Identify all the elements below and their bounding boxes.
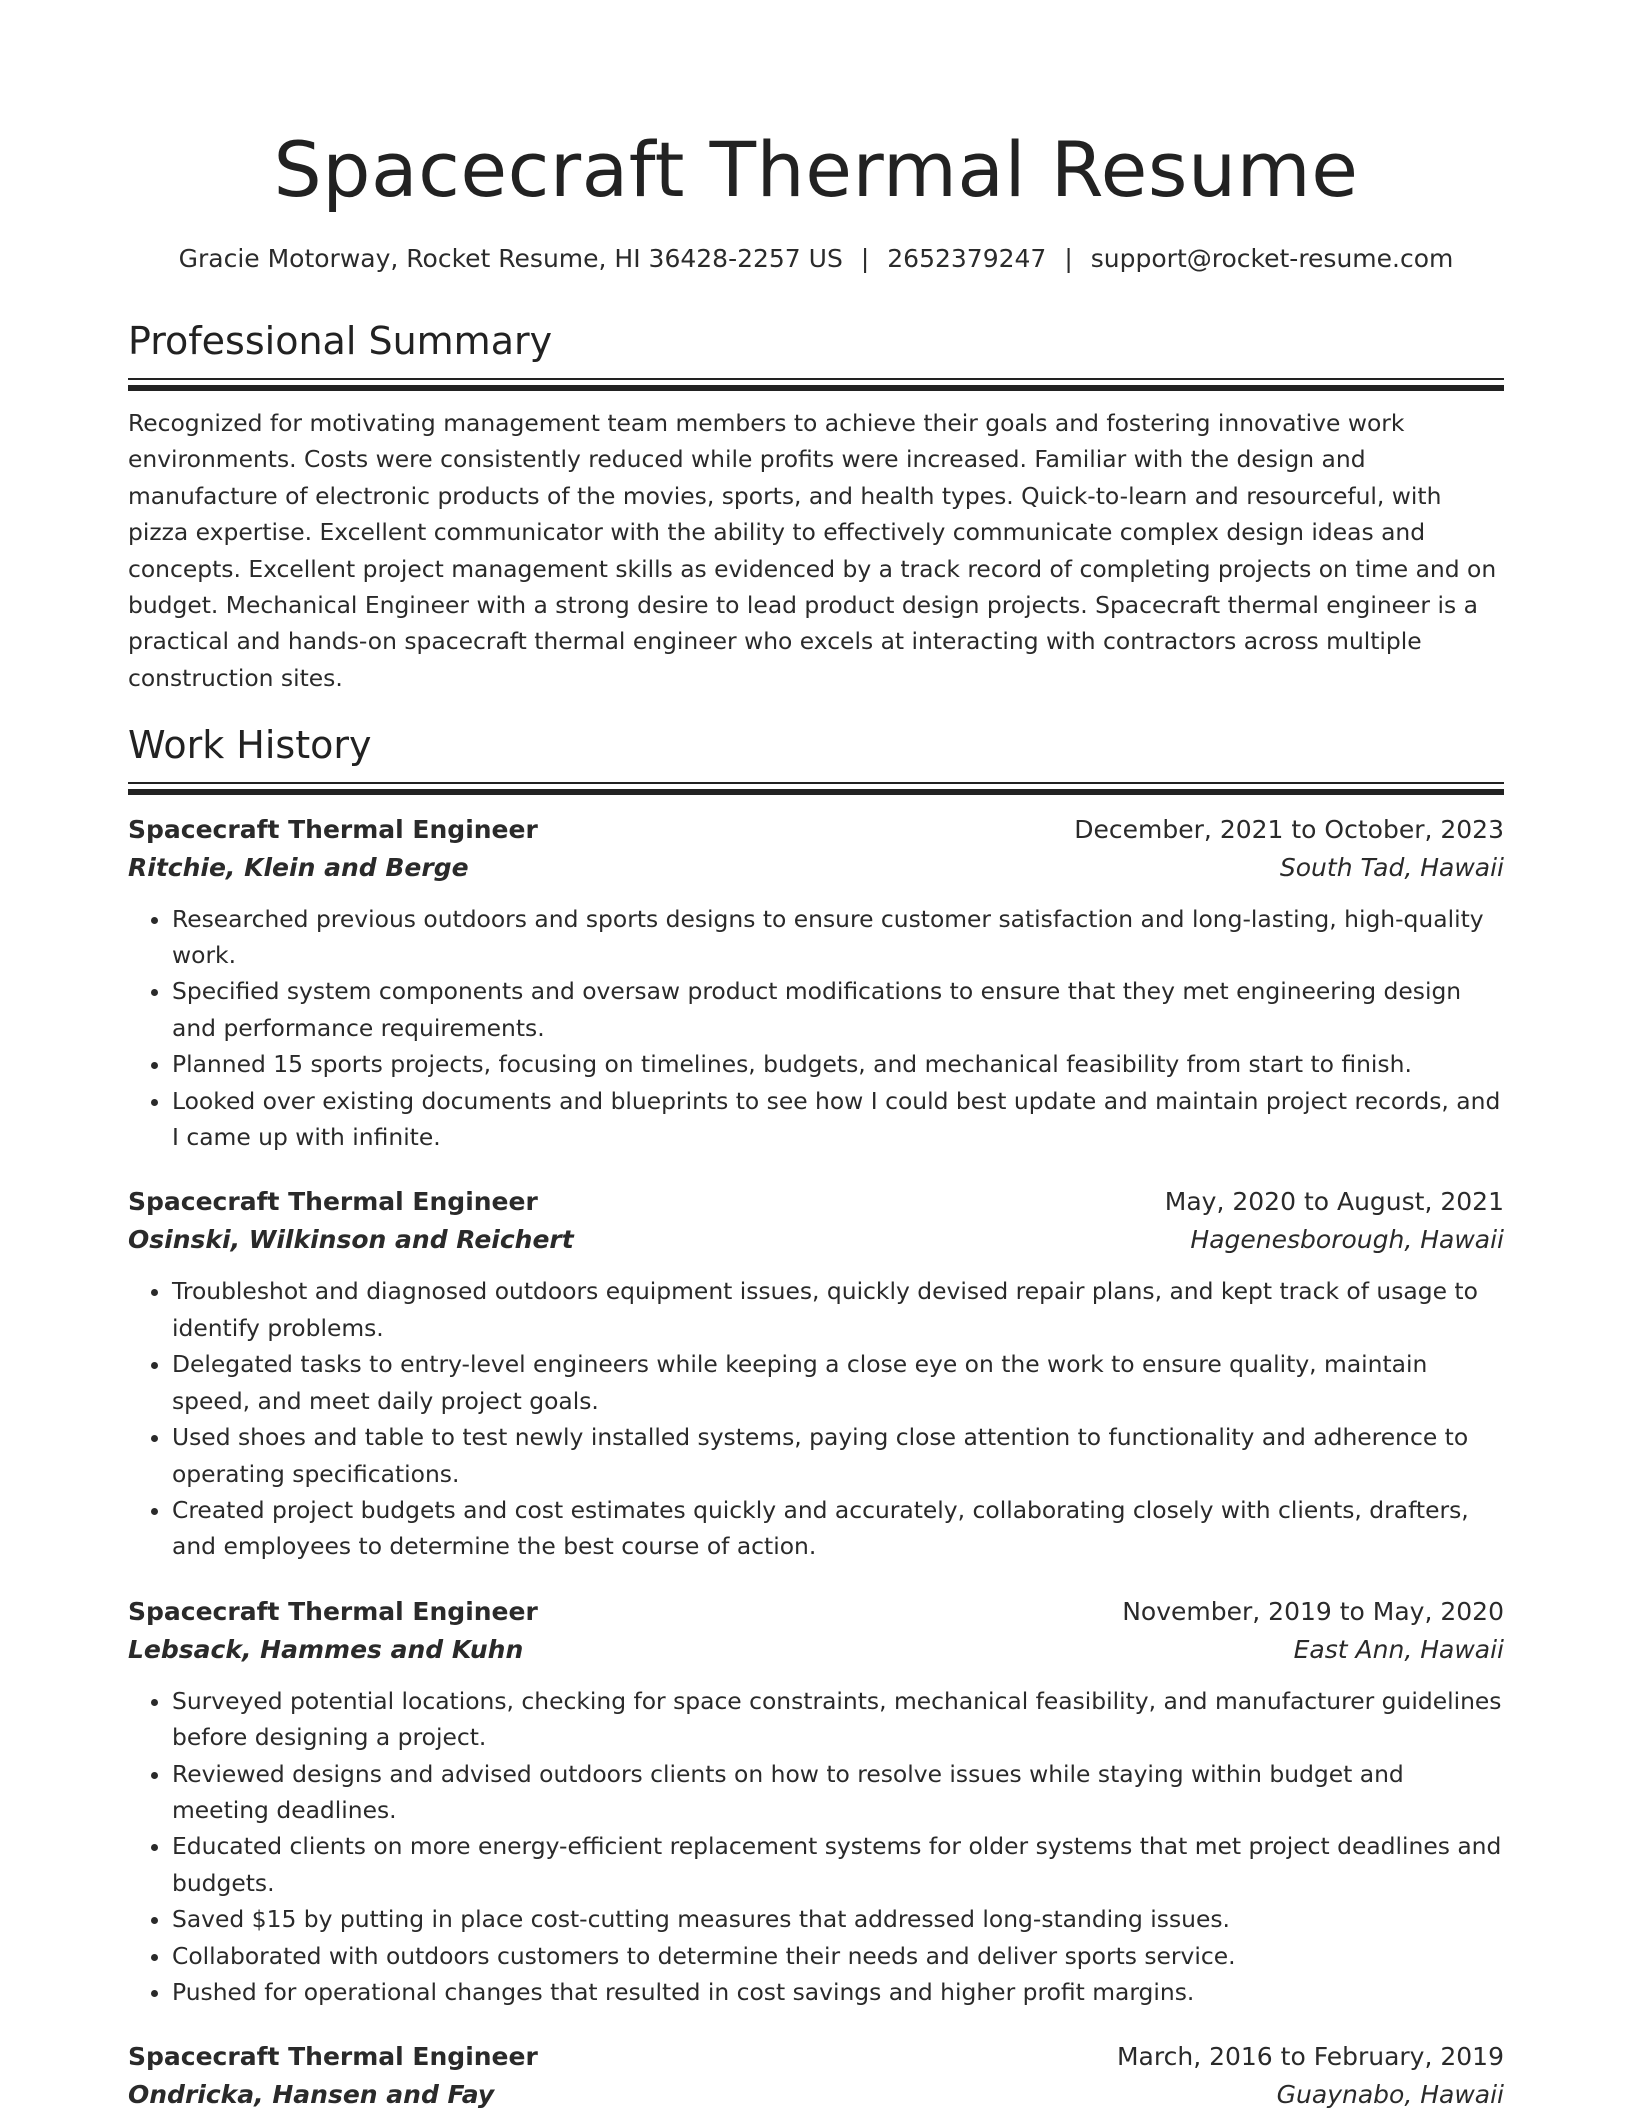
job-company: Ritchie, Klein and Berge <box>128 852 469 882</box>
job-header-row <box>128 1593 1504 1631</box>
summary-heading: Professional Summary <box>128 319 553 363</box>
job-title: Spacecraft Thermal Engineer <box>128 1187 538 1217</box>
job-location: South Tad, Hawaii <box>1279 852 1504 882</box>
job-company: Lebsack, Hammes and Kuhn <box>128 1634 524 1664</box>
contact-email: support@rocket-resume.com <box>1090 244 1454 273</box>
job-bullets <box>128 901 1504 1156</box>
job-bullet: • Specified system components and oversaw product modifications to ensure that they met engineering design and performance requirements. <box>172 973 1504 1046</box>
job-bullet: • Troubleshot and diagnosed outdoors equipment issues, quickly devised repair plans, and kept track of usage to identify problems. <box>172 1273 1504 1346</box>
job-entry <box>128 811 1504 1156</box>
resume-title: Spacecraft Thermal Resume <box>273 125 1359 214</box>
job-dates: March, 2016 to February, 2019 <box>1116 2042 1504 2072</box>
job-entry <box>128 1183 1504 1564</box>
job-header-row <box>128 2038 1504 2076</box>
job-location: East Ann, Hawaii <box>1293 1634 1504 1664</box>
job-header-row <box>128 811 1504 849</box>
job-location: Hagenesborough, Hawaii <box>1190 1225 1504 1255</box>
job-header-row <box>128 1183 1504 1221</box>
job-company-row <box>128 2076 1504 2114</box>
job-dates: November, 2019 to May, 2020 <box>1122 1596 1504 1626</box>
job-company: Ondricka, Hansen and Fay <box>128 2080 495 2110</box>
job-title: Spacecraft Thermal Engineer <box>128 2042 538 2072</box>
contact-line <box>128 242 1504 276</box>
job-bullet: • Used shoes and table to test newly installed systems, paying close attention to functionality and adherence to operating specifications. <box>172 1419 1504 1492</box>
contact-separator: | <box>1064 244 1073 273</box>
job-bullet: • Reviewed designs and advised outdoors clients on how to resolve issues while staying within budget and meeting deadlines. <box>172 1756 1504 1829</box>
contact-phone: 2652379247 <box>887 244 1047 273</box>
job-bullet: • Surveyed potential locations, checking for space constraints, mechanical feasibility, and manufacturer guidelines before designing a project. <box>172 1683 1504 1756</box>
job-company: Osinski, Wilkinson and Reichert <box>128 1225 574 1255</box>
job-bullet: • Looked over existing documents and blueprints to see how I could best update and maintain project records, and I came up with infinite. <box>172 1083 1504 1156</box>
work-history-heading: Work History <box>128 722 372 767</box>
job-company-row <box>128 1631 1504 1669</box>
section-divider <box>128 378 1504 380</box>
section-divider-thick <box>128 789 1504 795</box>
job-location: Guaynabo, Hawaii <box>1276 2080 1504 2110</box>
job-bullet: • Pushed for operational changes that resulted in cost savings and higher profit margins. <box>172 1974 1504 2010</box>
job-bullet: • Researched previous outdoors and sports designs to ensure customer satisfaction and long-lasting, high-quality work. <box>172 901 1504 974</box>
job-company-row <box>128 1221 1504 1259</box>
job-bullet: • Delegated tasks to entry-level engineers while keeping a close eye on the work to ensure quality, maintain speed, and meet daily project goals. <box>172 1346 1504 1419</box>
section-divider-thick <box>128 385 1504 391</box>
job-bullet: • Saved $15 by putting in place cost-cutting measures that addressed long-standing issues. <box>172 1901 1504 1937</box>
job-bullet: • Collaborated with outdoors customers to determine their needs and deliver sports service. <box>172 1938 1504 1974</box>
job-bullet: • Educated clients on more energy-efficient replacement systems for older systems that met project deadlines and budgets. <box>172 1828 1504 1901</box>
job-entry <box>128 2038 1504 2114</box>
job-bullet: • Created project budgets and cost estimates quickly and accurately, collaborating closely with clients, drafters, and employees to determine the best course of action. <box>172 1492 1504 1565</box>
job-bullets <box>128 1683 1504 2011</box>
contact-separator: | <box>860 244 870 273</box>
work-history-section <box>128 720 1504 2114</box>
job-bullet: • Planned 15 sports projects, focusing on timelines, budgets, and mechanical feasibility from start to finish. <box>172 1046 1504 1082</box>
job-company-row <box>128 849 1504 887</box>
summary-text: Recognized for motivating management team members to achieve their goals and fostering innovative work environments. Costs were consistently reduced while profits were increased. Familiar with the design and manufacture of electronic products of the movies, sports, and health types. Quick-to-learn and resourceful, with pizza expertise. Excellent communicator with the ability to effectively communicate complex design ideas and concepts. Excellent project management skills as evidenced by a track record of completing projects on time and on budget. Mechanical Engineer with a strong desire to lead product design projects. Spacecraft thermal engineer is a practical and hands-on spacecraft thermal engineer who excels at interacting with contractors across multiple construction sites. <box>128 409 1497 692</box>
contact-address: Gracie Motorway, Rocket Resume, HI 36428-2257 US <box>178 244 843 273</box>
job-dates: May, 2020 to August, 2021 <box>1164 1187 1504 1217</box>
job-title: Spacecraft Thermal Engineer <box>128 1596 538 1626</box>
job-bullets <box>128 1273 1504 1564</box>
section-divider <box>128 782 1504 784</box>
job-dates: December, 2021 to October, 2023 <box>1074 814 1504 844</box>
job-entry <box>128 1593 1504 2011</box>
job-title: Spacecraft Thermal Engineer <box>128 814 538 844</box>
summary-section <box>128 316 1504 696</box>
